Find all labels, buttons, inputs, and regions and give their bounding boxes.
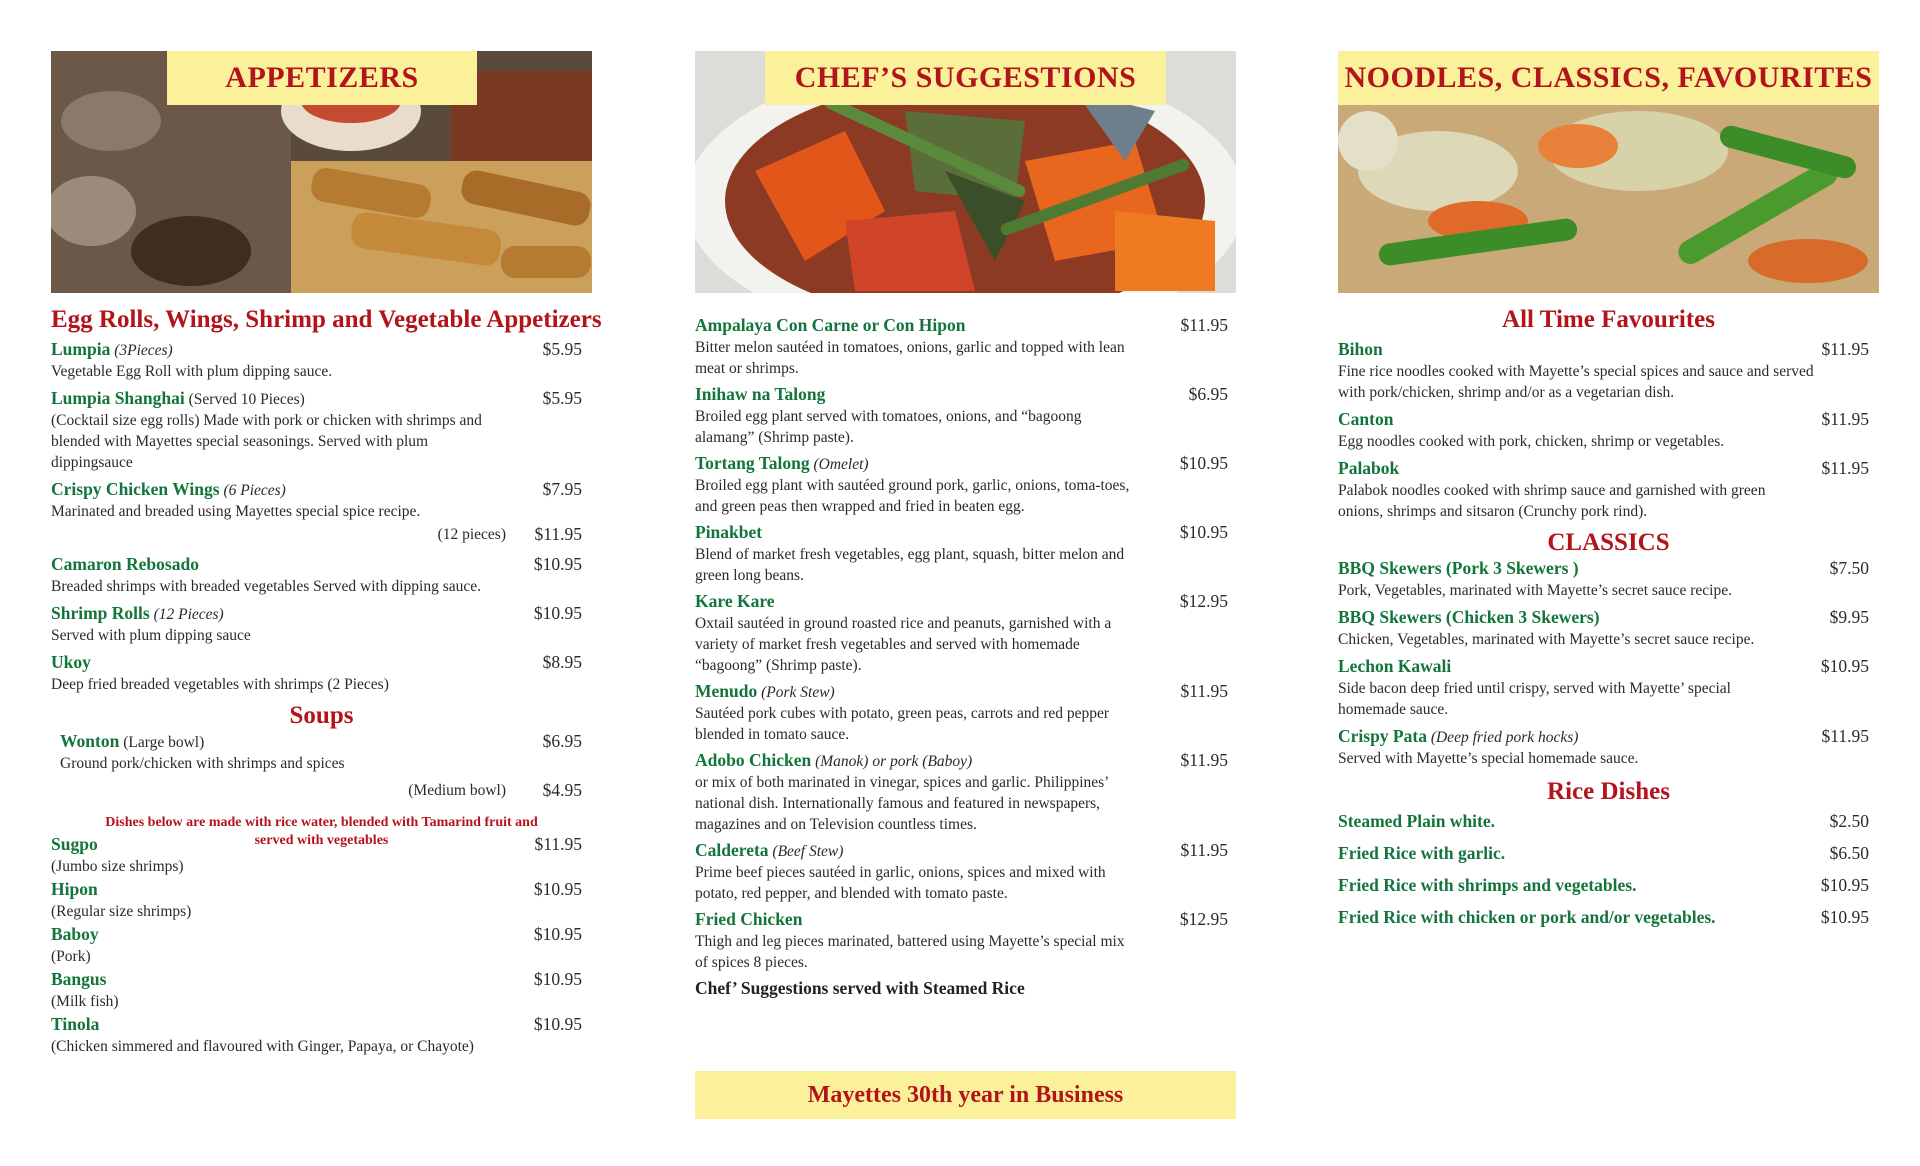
chef-suggestions-column xyxy=(695,51,1236,999)
anniversary-banner: Mayettes 30th year in Business xyxy=(695,1071,1236,1119)
item-name: Inihaw na Talong xyxy=(695,384,826,404)
item-note: (Served 10 Pieces) xyxy=(188,391,305,408)
menu-item xyxy=(695,909,1236,973)
menu-item xyxy=(1338,409,1879,452)
item-price: $11.95 xyxy=(1821,458,1869,478)
item-price: $10.95 xyxy=(1179,522,1228,542)
menu-item xyxy=(1338,656,1879,720)
item-description: Broiled egg plant with sautéed ground pork, garlic, onions, toma-toes, and green peas then wrapped and fried in beaten egg. xyxy=(695,477,1130,515)
item-name: Caldereta xyxy=(695,840,769,860)
menu-item xyxy=(51,388,592,473)
item-description: Ground pork/chicken with shrimps and spices xyxy=(60,755,345,772)
extra-price: $4.95 xyxy=(542,780,582,800)
item-price: $11.95 xyxy=(1180,750,1228,770)
extra-price: $11.95 xyxy=(534,524,582,544)
item-description: Prime beef pieces sautéed in garlic, onions, spices and mixed with potato, red pepper, and blended with tomato paste. xyxy=(695,864,1106,902)
item-name: Kare Kare xyxy=(695,591,775,611)
item-price: $11.95 xyxy=(1180,315,1228,335)
item-description: Marinated and breaded using Mayettes special spice recipe. xyxy=(51,503,421,520)
item-name: Fried Rice with chicken or pork and/or vegetables. xyxy=(1338,907,1716,927)
menu-item xyxy=(51,603,592,646)
item-description: Broiled egg plant served with tomatoes, onions, and “bagoong alamang” (Shrimp paste). xyxy=(695,408,1082,446)
menu-item xyxy=(51,554,592,597)
chef-rice-note: Chef’ Suggestions served with Steamed Rice xyxy=(695,978,1025,998)
appetizers-title: APPETIZERS xyxy=(167,51,477,105)
classics-list xyxy=(1338,558,1879,769)
item-extra-option xyxy=(51,524,592,548)
item-note: (6 Pieces) xyxy=(223,482,286,499)
item-name: Lumpia Shanghai xyxy=(51,388,185,408)
menu-item xyxy=(51,879,592,922)
favourites-heading: All Time Favourites xyxy=(1502,306,1715,333)
item-price: $10.95 xyxy=(533,603,582,623)
item-name: Wonton xyxy=(60,731,120,751)
item-note: (3Pieces) xyxy=(114,342,173,359)
item-price: $11.95 xyxy=(534,834,582,854)
menu-item xyxy=(51,834,592,877)
item-name: Bihon xyxy=(1338,339,1383,359)
item-price: $10.95 xyxy=(1820,907,1869,927)
item-price: $5.95 xyxy=(542,339,582,359)
item-name: Canton xyxy=(1338,409,1394,429)
item-name: Hipon xyxy=(51,879,98,899)
item-price: $10.95 xyxy=(533,879,582,899)
item-name: Lechon Kawali xyxy=(1338,656,1452,676)
item-price: $5.95 xyxy=(542,388,582,408)
item-price: $10.95 xyxy=(533,969,582,989)
chef-list xyxy=(695,315,1236,973)
item-description: Served with Mayette’s special homemade sauce. xyxy=(1338,750,1639,767)
item-name: Lumpia xyxy=(51,339,111,359)
item-name: Palabok xyxy=(1338,458,1400,478)
menu-item xyxy=(51,479,592,548)
item-name: Menudo xyxy=(695,681,758,701)
item-price: $6.50 xyxy=(1829,843,1869,863)
item-price: $10.95 xyxy=(1820,875,1869,895)
menu-item-wonton xyxy=(51,731,592,802)
extra-size-label: (Medium bowl) xyxy=(408,782,506,799)
menu-item xyxy=(51,924,592,967)
item-name: Baboy xyxy=(51,924,99,944)
menu-item xyxy=(51,969,592,1012)
item-price: $2.50 xyxy=(1829,811,1869,831)
menu-item xyxy=(1338,907,1879,929)
menu-item xyxy=(1338,458,1879,522)
menu-item xyxy=(1338,843,1879,865)
item-note: (Deep fried pork hocks) xyxy=(1430,729,1579,746)
item-name: Sugpo xyxy=(51,834,98,854)
item-name: Fried Rice with shrimps and vegetables. xyxy=(1338,875,1637,895)
chef-title: CHEF’S SUGGESTIONS xyxy=(765,51,1166,105)
menu-item xyxy=(695,750,1236,835)
menu-item xyxy=(51,1014,592,1057)
item-price: $6.95 xyxy=(1188,384,1228,404)
item-name: Tinola xyxy=(51,1014,100,1034)
menu-item xyxy=(1338,726,1879,769)
menu-item xyxy=(695,315,1236,379)
item-price: $10.95 xyxy=(533,554,582,574)
appetizers-column xyxy=(51,51,602,1059)
item-name: Bangus xyxy=(51,969,107,989)
item-name: Shrimp Rolls xyxy=(51,603,150,623)
item-note: (12 Pieces) xyxy=(153,606,224,623)
item-description: Thigh and leg pieces marinated, battered using Mayette’s special mix of spices 8 pieces. xyxy=(695,933,1125,971)
item-description: (Milk fish) xyxy=(51,993,119,1010)
item-price: $10.95 xyxy=(533,924,582,944)
item-description: Deep fried breaded vegetables with shrimps (2 Pieces) xyxy=(51,676,389,693)
menu-item xyxy=(51,652,592,695)
item-note: (Beef Stew) xyxy=(772,843,844,860)
noodles-column xyxy=(1338,51,1879,939)
item-name: Tortang Talong xyxy=(695,453,810,473)
item-price: $7.50 xyxy=(1829,558,1869,578)
item-price: $11.95 xyxy=(1180,681,1228,701)
rice-dishes-heading: Rice Dishes xyxy=(1547,778,1670,805)
favourites-list xyxy=(1338,339,1879,522)
item-price: $11.95 xyxy=(1821,409,1869,429)
soups-heading: Soups xyxy=(289,702,354,729)
item-price: $10.95 xyxy=(1179,453,1228,473)
rice-dishes-list xyxy=(1338,811,1879,929)
item-description: Breaded shrimps with breaded vegetables Served with dipping sauce. xyxy=(51,578,482,595)
menu-item xyxy=(695,384,1236,448)
item-description: (Cocktail size egg rolls) Made with pork or chicken with shrimps and blended with Mayettes special seasonings. Served with plum dippingsauce xyxy=(51,412,482,471)
item-price: $11.95 xyxy=(1821,339,1869,359)
appetizers-section-heading: Egg Rolls, Wings, Shrimp and Vegetable Appetizers xyxy=(51,306,602,333)
item-description: (Regular size shrimps) xyxy=(51,903,192,920)
soup-preparation-note: Dishes below are made with rice water, blended with Tamarind fruit and served with vegetables xyxy=(105,815,538,848)
item-description: Chicken, Vegetables, marinated with Mayette’s secret sauce recipe. xyxy=(1338,631,1755,648)
item-name: Fried Rice with garlic. xyxy=(1338,843,1506,863)
item-extra-option xyxy=(60,780,592,802)
item-description: Palabok noodles cooked with shrimp sauce and garnished with green onions, shrimps and sitsaron (Crunchy pork rind). xyxy=(1338,482,1766,520)
item-name: Pinakbet xyxy=(695,522,763,542)
item-price: $10.95 xyxy=(1820,656,1869,676)
item-note: (Omelet) xyxy=(813,456,869,473)
item-price: $9.95 xyxy=(1829,607,1869,627)
item-note: (Large bowl) xyxy=(123,734,205,751)
classics-heading: CLASSICS xyxy=(1547,529,1670,556)
noodles-banner xyxy=(1338,51,1879,293)
menu-item xyxy=(1338,875,1879,897)
noodles-title: NOODLES, CLASSICS, FAVOURITES xyxy=(1338,51,1879,105)
item-name: BBQ Skewers (Pork 3 Skewers ) xyxy=(1338,558,1579,578)
menu-item xyxy=(695,591,1236,676)
item-description: Served with plum dipping sauce xyxy=(51,627,251,644)
sour-soups-list xyxy=(51,834,592,1057)
chef-banner xyxy=(695,51,1236,293)
menu-item xyxy=(51,339,592,382)
item-price: $6.95 xyxy=(542,731,582,751)
item-price: $12.95 xyxy=(1179,591,1228,611)
menu-item xyxy=(1338,339,1879,403)
item-price: $11.95 xyxy=(1180,840,1228,860)
appetizers-list xyxy=(51,339,592,695)
item-price: $12.95 xyxy=(1179,909,1228,929)
item-description: Fine rice noodles cooked with Mayette’s special spices and sauce and served with pork/chicken, shrimp and/or as a vegetarian dish. xyxy=(1338,363,1814,401)
menu-item xyxy=(695,840,1236,904)
item-name: Crispy Chicken Wings xyxy=(51,479,220,499)
item-description: Bitter melon sautéed in tomatoes, onions, garlic and topped with lean meat or shrimps. xyxy=(695,339,1125,377)
item-description: (Jumbo size shrimps) xyxy=(51,858,184,875)
item-name: BBQ Skewers (Chicken 3 Skewers) xyxy=(1338,607,1600,627)
item-name: Camaron Rebosado xyxy=(51,554,199,574)
menu-item xyxy=(695,522,1236,586)
item-note: (Manok) or pork (Baboy) xyxy=(815,753,973,770)
appetizers-banner xyxy=(51,51,592,293)
item-price: $10.95 xyxy=(533,1014,582,1034)
item-name: Ukoy xyxy=(51,652,91,672)
item-description: (Pork) xyxy=(51,948,91,965)
item-price: $11.95 xyxy=(1821,726,1869,746)
extra-size-label: (12 pieces) xyxy=(437,526,506,543)
item-name: Fried Chicken xyxy=(695,909,803,929)
item-description: (Chicken simmered and flavoured with Ginger, Papaya, or Chayote) xyxy=(51,1038,474,1055)
item-note: (Pork Stew) xyxy=(761,684,835,701)
item-name: Adobo Chicken xyxy=(695,750,812,770)
item-name: Steamed Plain white. xyxy=(1338,811,1496,831)
item-description: Blend of market fresh vegetables, egg plant, squash, bitter melon and green long beans. xyxy=(695,546,1125,584)
item-name: Ampalaya Con Carne or Con Hipon xyxy=(695,315,966,335)
menu-item xyxy=(695,681,1236,745)
item-description: Side bacon deep fried until crispy, served with Mayette’ special homemade sauce. xyxy=(1338,680,1731,718)
item-description: Oxtail sautéed in ground roasted rice and peanuts, garnished with a variety of market fresh vegetables and served with homemade “bagoong” (Shrimp paste). xyxy=(695,615,1112,674)
item-description: or mix of both marinated in vinegar, spices and garlic. Philippines’ national dish. Internationally famous and featured in newspapers, magazines and on Television countless times. xyxy=(695,774,1109,833)
item-price: $8.95 xyxy=(542,652,582,672)
menu-item xyxy=(1338,607,1879,650)
item-description: Egg noodles cooked with pork, chicken, shrimp or vegetables. xyxy=(1338,433,1725,450)
item-price: $7.95 xyxy=(542,479,582,499)
item-description: Sautéed pork cubes with potato, green peas, carrots and red pepper blended in tomato sauce. xyxy=(695,705,1110,743)
menu-item xyxy=(695,453,1236,517)
item-description: Pork, Vegetables, marinated with Mayette’s secret sauce recipe. xyxy=(1338,582,1732,599)
item-description: Vegetable Egg Roll with plum dipping sauce. xyxy=(51,363,333,380)
menu-item xyxy=(1338,811,1879,833)
menu-item xyxy=(1338,558,1879,601)
item-name: Crispy Pata xyxy=(1338,726,1427,746)
